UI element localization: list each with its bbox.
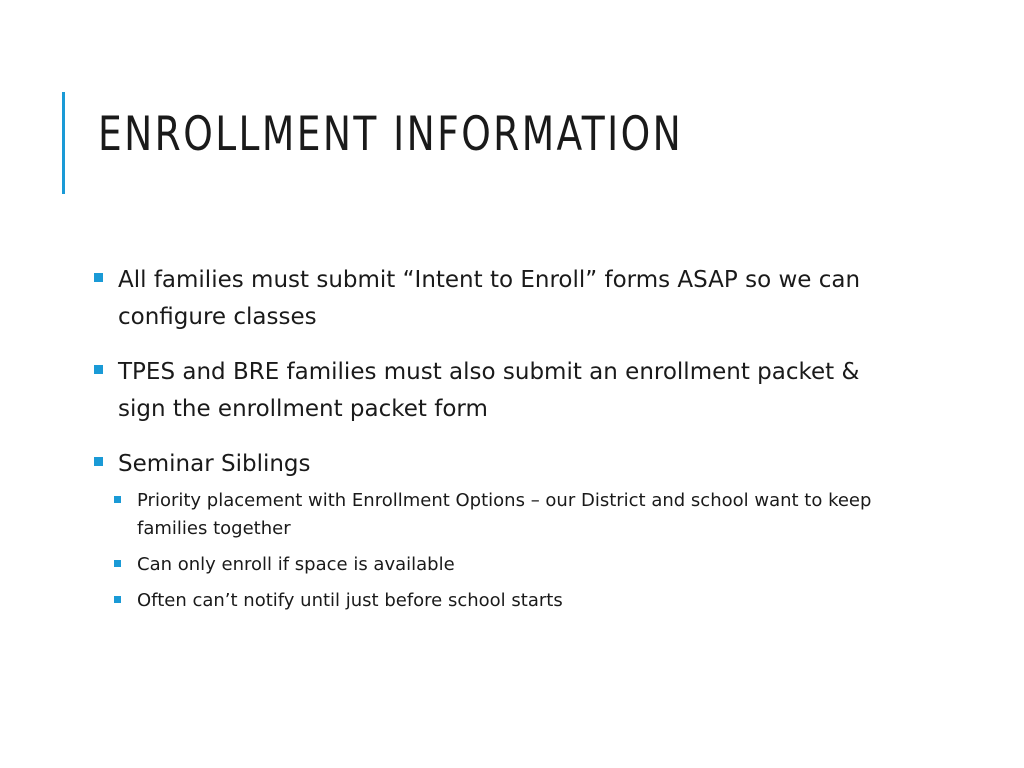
sub-bullet-item: [108, 551, 908, 579]
sub-bullet-text: Can only enroll if space is available: [137, 554, 455, 575]
bullet-item: [88, 354, 908, 428]
title-accent-bar: [62, 92, 65, 194]
bullet-list: [88, 262, 908, 623]
bullet-item: [88, 262, 908, 336]
square-bullet-icon: [94, 457, 103, 466]
sub-bullet-item: [108, 587, 908, 615]
square-bullet-icon: [94, 273, 103, 282]
bullet-item: [88, 446, 908, 483]
sub-bullet-text: Often can’t notify until just before school starts: [137, 590, 563, 611]
bullet-text: All families must submit “Intent to Enroll” forms ASAP so we can configure classes: [118, 267, 861, 330]
square-bullet-icon: [114, 496, 121, 503]
sub-bullet-text: Priority placement with Enrollment Options – our District and school want to keep families together: [137, 490, 872, 539]
bullet-text: TPES and BRE families must also submit an enrollment packet & sign the enrollment packet form: [118, 359, 860, 422]
sub-bullet-item: [108, 487, 908, 543]
square-bullet-icon: [114, 560, 121, 567]
sub-bullet-list: [108, 487, 908, 615]
square-bullet-icon: [94, 365, 103, 374]
square-bullet-icon: [114, 596, 121, 603]
slide-title: ENROLLMENT INFORMATION: [98, 107, 684, 162]
bullet-text: Seminar Siblings: [118, 451, 311, 477]
